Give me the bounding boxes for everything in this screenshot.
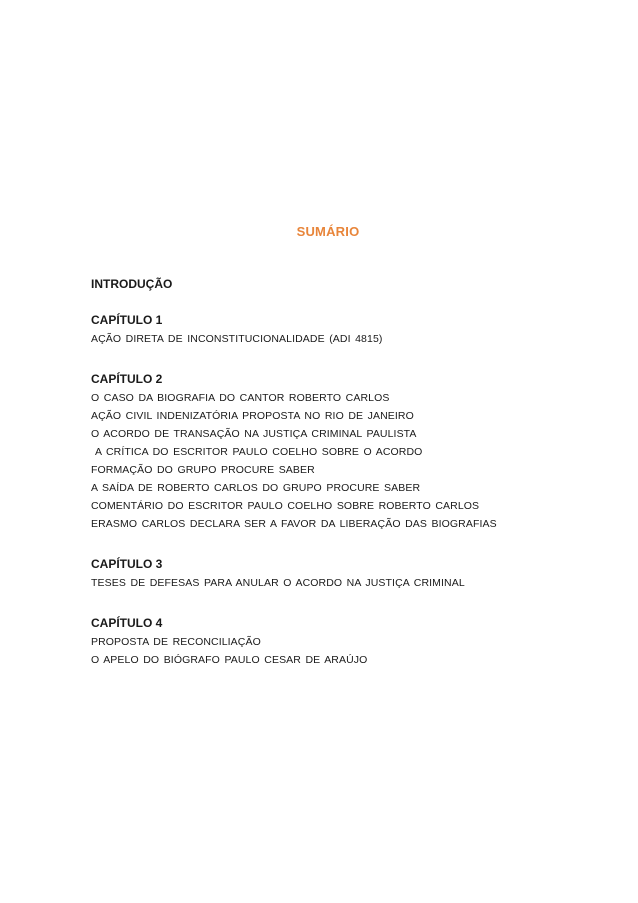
section-heading: CAPÍTULO 2	[91, 372, 163, 386]
section-heading: CAPÍTULO 1	[91, 313, 163, 327]
section-heading: INTRODUÇÃO	[91, 277, 173, 291]
section-heading: CAPÍTULO 4	[91, 616, 163, 630]
toc-item: O APELO DO BIÓGRAFO PAULO CESAR DE ARAÚJO	[91, 654, 368, 666]
toc-item: O CASO DA BIOGRAFIA DO CANTOR ROBERTO CARLOS	[91, 392, 390, 404]
toc-item: COMENTÁRIO DO ESCRITOR PAULO COELHO SOBRE ROBERTO CARLOS	[91, 500, 480, 512]
section-capitulo-3	[91, 556, 465, 592]
toc-item: FORMAÇÃO DO GRUPO PROCURE SABER	[91, 464, 315, 476]
section-capitulo-1	[91, 312, 382, 348]
toc-item: PROPOSTA DE RECONCILIAÇÃO	[91, 636, 261, 648]
toc-item: TESES DE DEFESAS PARA ANULAR O ACORDO NA JUSTIÇA CRIMINAL	[91, 577, 465, 589]
toc-item: A CRÍTICA DO ESCRITOR PAULO COELHO SOBRE O ACORDO	[91, 446, 423, 458]
toc-item: ERASMO CARLOS DECLARA SER A FAVOR DA LIBERAÇÃO DAS BIOGRAFIAS	[91, 518, 497, 530]
toc-item: AÇÃO CIVIL INDENIZATÓRIA PROPOSTA NO RIO DE JANEIRO	[91, 410, 414, 422]
section-introducao	[91, 276, 172, 292]
toc-item: AÇÃO DIRETA DE INCONSTITUCIONALIDADE (ADI 4815)	[91, 333, 383, 345]
section-heading: CAPÍTULO 3	[91, 557, 163, 571]
toc-item: O ACORDO DE TRANSAÇÃO NA JUSTIÇA CRIMINAL PAULISTA	[91, 428, 417, 440]
section-capitulo-4	[91, 615, 367, 669]
summary-title: SUMÁRIO	[296, 224, 360, 239]
toc-item: A SAÍDA DE ROBERTO CARLOS DO GRUPO PROCURE SABER	[91, 482, 421, 494]
section-capitulo-2	[91, 371, 497, 533]
